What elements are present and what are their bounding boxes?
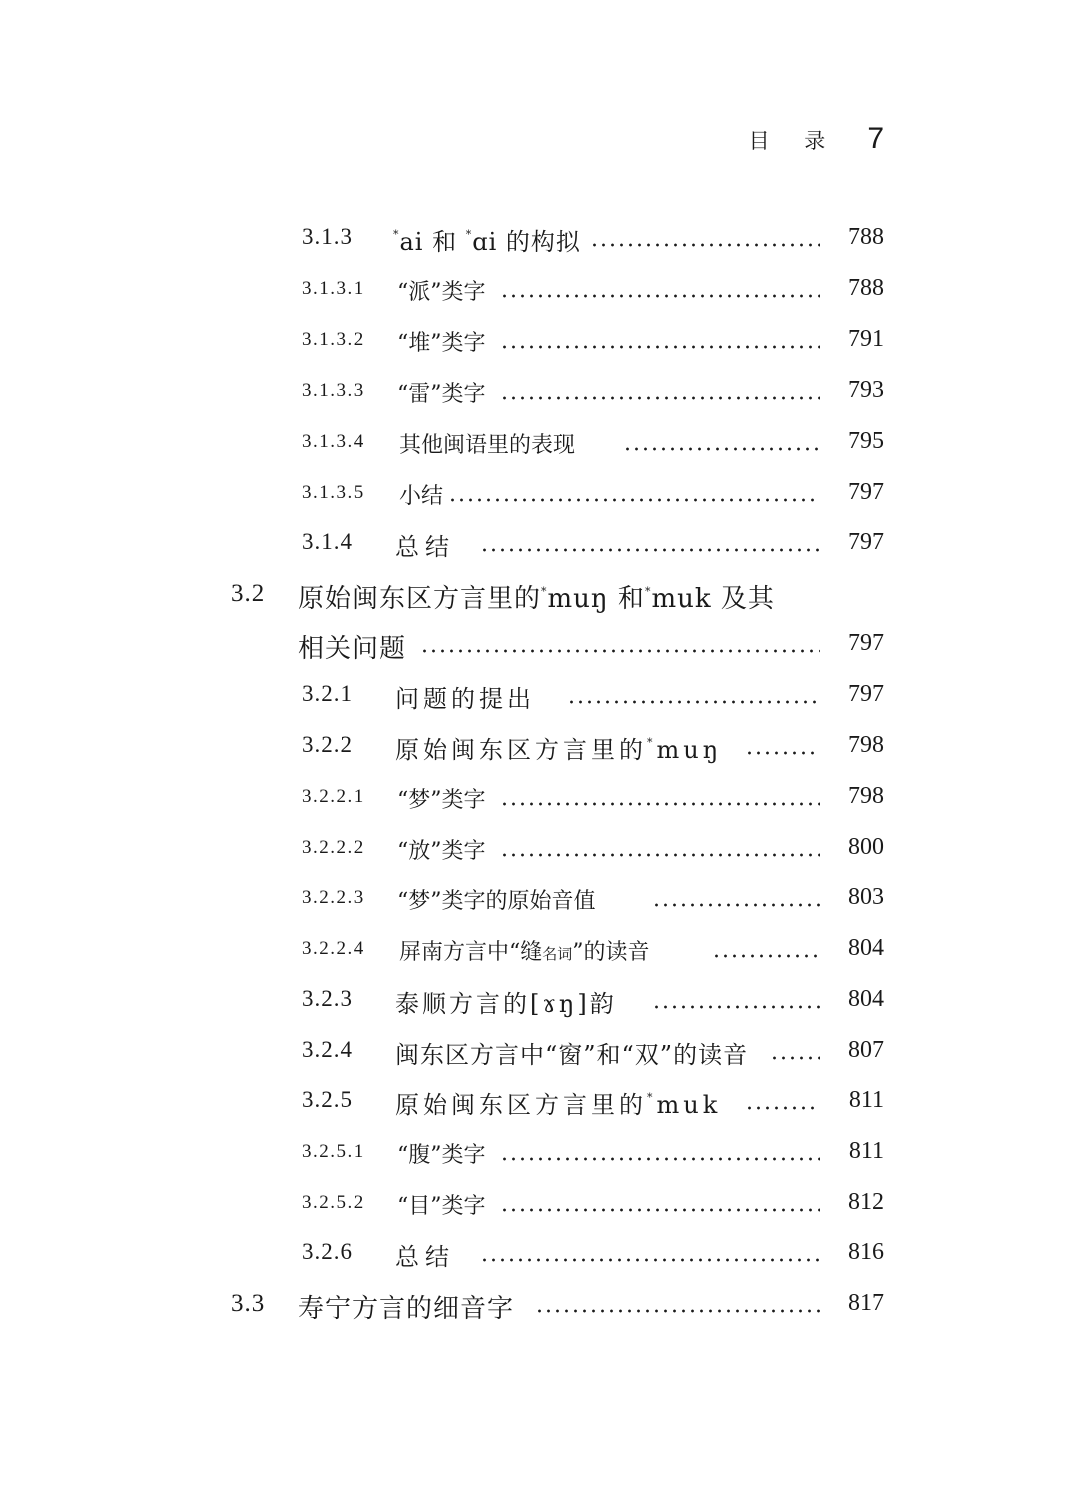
toc-entry-title: 原始闽东区方言里的*muŋ 和*muk 及其: [298, 578, 781, 615]
toc-entry: [0, 1231, 1070, 1271]
toc-entry: [0, 521, 1070, 561]
toc-entry-title: “放”类字: [397, 834, 492, 865]
toc-entry-page: 803: [848, 884, 884, 910]
dot-leader: [500, 1208, 820, 1212]
toc-entry-number: 3.2.4: [302, 1037, 353, 1062]
toc-entry-number: 3.2.2.1: [302, 786, 365, 807]
toc-entry: [0, 724, 1070, 764]
toc-entry: [0, 1130, 1070, 1170]
toc-entry-page: 811: [848, 1087, 884, 1113]
toc-entry: [0, 1181, 1070, 1221]
dot-leader: [623, 447, 820, 451]
dot-leader: [567, 700, 820, 704]
dot-leader: [500, 345, 820, 349]
toc-entry-number: 3.2.5.1: [302, 1141, 365, 1162]
toc-entry-title: 寿宁方言的细音字: [298, 1288, 520, 1325]
dot-leader: [500, 802, 820, 806]
toc-entry-page: 788: [848, 275, 884, 301]
toc-entry-page: 811: [848, 1138, 884, 1164]
toc-entry-title: *ai 和 *ɑi 的构拟: [393, 222, 587, 257]
toc-entry-page: 795: [848, 428, 884, 454]
toc-entry-number: 3.2.2.4: [302, 938, 365, 959]
toc-entry-title: “雷”类字: [397, 377, 492, 408]
toc-entry: [0, 1079, 1070, 1119]
toc-entry: [0, 267, 1070, 307]
toc-entry-continuation: [0, 622, 1070, 662]
toc-entry-title: 泰顺方言的[ɤŋ]韵: [395, 984, 623, 1019]
toc-entry-number: 3.3: [231, 1290, 266, 1317]
dot-leader: [652, 1005, 820, 1009]
toc-entry-number: 3.1.3.3: [302, 380, 365, 401]
toc-entry-number: 3.1.3.4: [302, 431, 365, 452]
toc-entry-number: 3.2: [231, 580, 266, 607]
toc-entry: [0, 826, 1070, 866]
toc-entry-page: 798: [848, 732, 884, 758]
toc-entry-number: 3.2.6: [302, 1239, 353, 1264]
toc-entry-page: 804: [848, 986, 884, 1012]
toc-entry-title: “派”类字: [397, 275, 492, 306]
toc-entry-number: 3.2.2.3: [302, 887, 365, 908]
toc-entry-number: 3.1.3.2: [302, 329, 365, 350]
toc-entry-number: 3.1.4: [302, 529, 353, 554]
dot-leader: [480, 548, 820, 552]
toc-entry-number: 3.1.3.5: [302, 482, 365, 503]
dot-leader: [448, 498, 820, 502]
toc-entry-page: 804: [848, 935, 884, 961]
toc-entry-page: 791: [848, 326, 884, 352]
toc-entry: [0, 673, 1070, 713]
running-head-title: 目 录: [748, 129, 840, 153]
toc-entry-title: 相关问题: [298, 628, 412, 665]
toc-entry: [0, 927, 1070, 967]
toc-entry-number: 3.1.3: [302, 224, 353, 249]
toc-entry: [0, 369, 1070, 409]
toc-entry-page: 812: [848, 1189, 884, 1215]
toc-entry-page: 807: [848, 1037, 884, 1063]
toc-entry-number: 3.2.5: [302, 1087, 353, 1112]
dot-leader: [590, 243, 820, 247]
dot-leader: [500, 1157, 820, 1161]
dot-leader: [712, 954, 820, 958]
toc-entry-number: 3.2.2: [302, 732, 353, 757]
toc-entry-title: 其他闽语里的表现: [399, 428, 581, 459]
toc-entry-number: 3.2.1: [302, 681, 353, 706]
toc-entry-page: 797: [848, 630, 884, 656]
toc-entry: [0, 420, 1070, 460]
dot-leader: [500, 294, 820, 298]
dot-leader: [770, 1056, 820, 1060]
toc-entry-page: 793: [848, 377, 884, 403]
toc-entry-title: 问题的提出: [395, 679, 541, 714]
dot-leader: [500, 396, 820, 400]
toc-entry-title: “堆”类字: [397, 326, 492, 357]
toc-entry-title: 总结: [395, 527, 461, 562]
toc-entry-page: 800: [848, 834, 884, 860]
toc-entry-title: “目”类字: [397, 1189, 492, 1220]
toc-entry-number: 3.2.3: [302, 986, 353, 1011]
dot-leader: [745, 1106, 820, 1110]
toc-entry: [0, 318, 1070, 358]
toc-entry: [0, 1029, 1070, 1069]
toc-entry-title: “腹”类字: [397, 1138, 492, 1169]
toc-entry-page: 798: [848, 783, 884, 809]
toc-entry-title: 闽东区方言中“窗”和“双”的读音: [395, 1035, 754, 1070]
toc-entry-title: 原始闽东区方言里的*muk: [395, 1085, 727, 1120]
running-head: [749, 122, 884, 156]
toc-entry: [0, 216, 1070, 256]
toc-entry-title: “梦”类字的原始音值: [397, 884, 602, 915]
toc-entry-title: 屏南方言中“缝名词”的读音: [399, 935, 656, 966]
dot-leader: [535, 1309, 820, 1313]
toc-entry-title: 小结: [399, 479, 449, 510]
toc-entry: [0, 876, 1070, 916]
toc-entry: [0, 471, 1070, 511]
dot-leader: [652, 903, 820, 907]
running-head-page-number: 7: [867, 122, 884, 155]
toc-entry-title: 总结: [395, 1237, 461, 1272]
toc-entry: [0, 1282, 1070, 1322]
toc-entry-page: 816: [848, 1239, 884, 1265]
toc-entry: [0, 572, 1070, 612]
toc-entry-page: 797: [848, 681, 884, 707]
dot-leader: [420, 649, 820, 653]
toc-entry-page: 817: [848, 1290, 884, 1316]
toc-entry-number: 3.2.2.2: [302, 837, 365, 858]
toc-entry: [0, 775, 1070, 815]
toc-entry-number: 3.1.3.1: [302, 278, 365, 299]
toc-entry-title: “梦”类字: [397, 783, 492, 814]
dot-leader: [500, 853, 820, 857]
toc-entry-title: 原始闽东区方言里的*muŋ: [395, 730, 728, 765]
toc-entry-page: 797: [848, 479, 884, 505]
dot-leader: [480, 1258, 820, 1262]
toc-entry-page: 797: [848, 529, 884, 555]
toc-entry-page: 788: [848, 224, 884, 250]
toc-entry-number: 3.2.5.2: [302, 1192, 365, 1213]
dot-leader: [745, 751, 820, 755]
toc-entry: [0, 978, 1070, 1018]
